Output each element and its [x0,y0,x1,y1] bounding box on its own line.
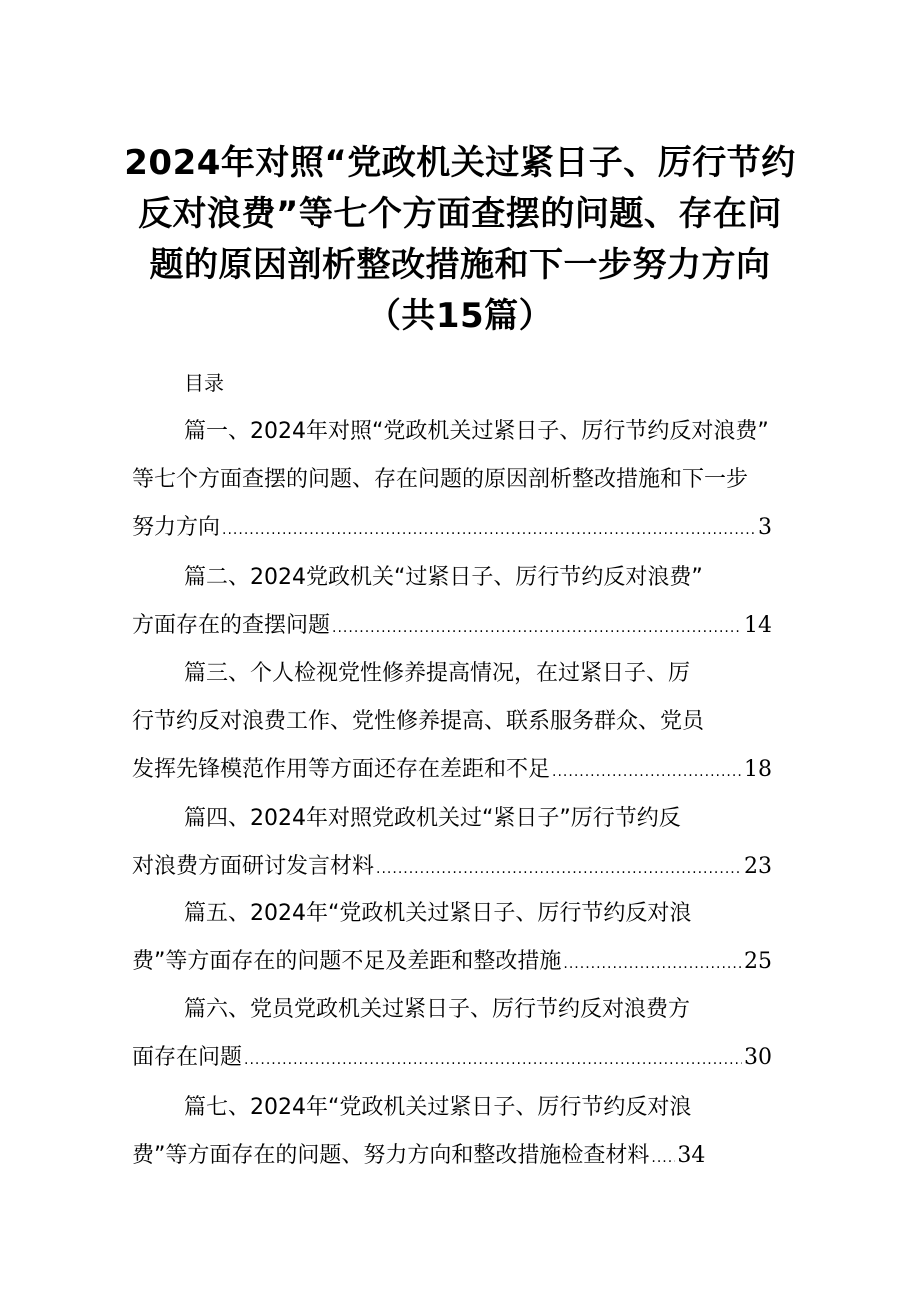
leader-dots [332,604,742,652]
toc-entry-line: 费”等方面存在的问题不足及差距和整改措施 [132,949,562,974]
toc-entry-line: 等七个方面查摆的问题、存在问题的原因剖析整改措施和下一步 [132,467,749,492]
toc-page-number: 3 [758,515,772,540]
toc-page-number: 34 [677,1143,706,1168]
toc-entry-line: 行节约反对浪费工作、党性修养提高、联系服务群众、党员 [132,709,705,734]
toc-entry-line: 篇三、个人检视党性修养提高情况，在过紧日子、厉 [184,661,691,686]
toc-entry-line: 方面存在的查摆问题 [132,613,331,638]
toc-entry-line: 篇四、2024年对照党政机关过“紧日子”厉行节约反 [184,806,681,831]
title-line: 2024年对照“党政机关过紧日子、厉行节约 [124,143,796,183]
toc-page-number: 25 [744,949,772,974]
leader-dots [222,506,756,554]
toc-entry-line: 篇二、2024党政机关“过紧日子、厉行节约反对浪费” [184,565,703,590]
toc-entry-line: 费”等方面存在的问题、努力方向和整改措施检查材料 [132,1143,650,1168]
toc-entry-line: 面存在问题 [132,1045,243,1070]
leader-dots [552,748,742,796]
leader-dots [244,1036,742,1084]
title-line: 反对浪费”等七个方面查摆的问题、存在问 [138,194,782,234]
toc-entry-line: 篇五、2024年“党政机关过紧日子、厉行节约反对浪 [184,901,692,926]
toc-page-number: 18 [744,757,772,782]
toc-entry-4[interactable] [132,795,772,891]
toc-entry-2[interactable] [132,554,772,650]
leader-dots [376,845,742,893]
leader-dots [563,940,742,988]
toc-entry-1[interactable] [132,408,772,552]
toc-entry-line: 篇一、2024年对照“党政机关过紧日子、厉行节约反对浪费” [184,419,769,444]
toc-entry-line: 发挥先锋模范作用等方面还存在差距和不足 [132,757,551,782]
toc-entry-5[interactable] [132,890,772,986]
toc-page-number: 30 [744,1045,772,1070]
document-title [110,138,810,342]
leader-dots [651,1134,675,1182]
toc-entry-3[interactable] [132,650,772,794]
toc-entry-line: 努力方向 [132,515,221,540]
toc-entry-6[interactable] [132,986,772,1082]
toc-entry-line: 篇七、2024年“党政机关过紧日子、厉行节约反对浪 [184,1095,692,1120]
toc-page-number: 23 [744,854,772,879]
toc-heading: 目录 [184,371,224,395]
toc-entry-line: 对浪费方面研讨发言材料 [132,854,375,879]
toc-page-number: 14 [744,613,772,638]
title-line: 题的原因剖析整改措施和下一步努力方向 [149,245,771,285]
toc-entry-line: 篇六、党员党政机关过紧日子、厉行节约反对浪费方 [184,997,691,1022]
toc-entry-7[interactable] [132,1084,772,1180]
title-count: （共15篇） [366,296,554,336]
